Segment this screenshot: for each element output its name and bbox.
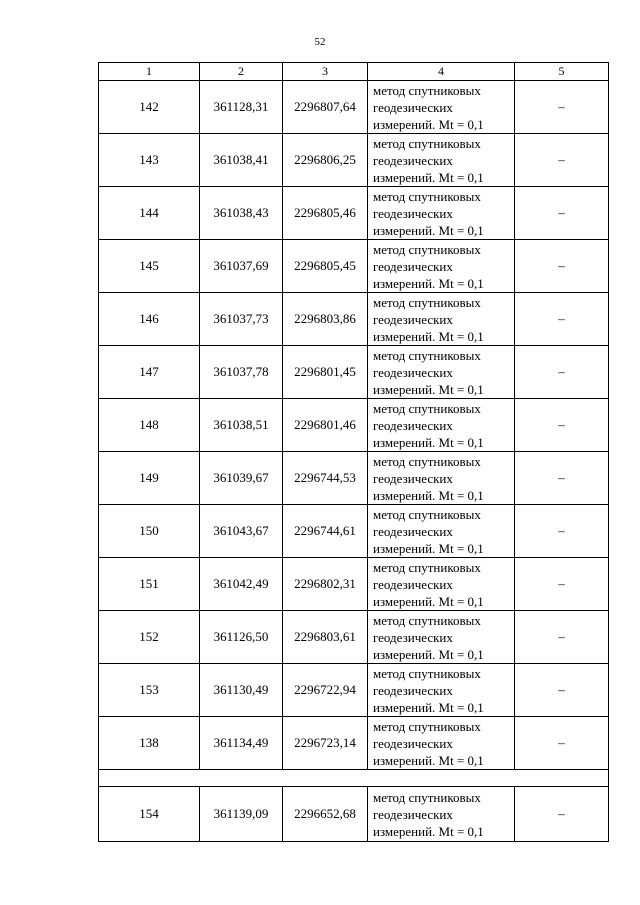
empty-separator-row xyxy=(99,770,609,787)
method-text-line: метод спутниковых xyxy=(373,612,481,628)
method-text-line: измерений. Mt = 0,1 xyxy=(373,116,484,132)
y-coordinate-cell: 2296803,86 xyxy=(283,293,368,346)
method-text-line: измерений. Mt = 0,1 xyxy=(373,222,484,238)
point-number-cell: 144 xyxy=(99,187,200,240)
column-header: 3 xyxy=(283,63,368,81)
y-coordinate-cell: 2296807,64 xyxy=(283,81,368,134)
x-coordinate-cell: 361038,41 xyxy=(200,134,283,187)
x-coordinate-cell: 361130,49 xyxy=(200,664,283,717)
method-text-line: измерений. Mt = 0,1 xyxy=(373,823,484,839)
method-text-line: измерений. Mt = 0,1 xyxy=(373,328,484,344)
table-row xyxy=(99,346,609,399)
point-number-cell: 153 xyxy=(99,664,200,717)
method-text-line: измерений. Mt = 0,1 xyxy=(373,487,484,503)
y-coordinate-cell: 2296805,46 xyxy=(283,187,368,240)
table-row xyxy=(99,611,609,664)
point-number-cell: 146 xyxy=(99,293,200,346)
note-cell: – xyxy=(515,134,609,187)
table-row xyxy=(99,134,609,187)
method-text-line: метод спутниковых xyxy=(373,400,481,416)
x-coordinate-cell: 361037,73 xyxy=(200,293,283,346)
note-cell: – xyxy=(515,558,609,611)
y-coordinate-cell: 2296805,45 xyxy=(283,240,368,293)
table-row xyxy=(99,240,609,293)
point-number-cell: 154 xyxy=(99,787,200,842)
point-number-cell: 152 xyxy=(99,611,200,664)
note-cell: – xyxy=(515,240,609,293)
method-text-line: геодезических xyxy=(373,470,453,486)
note-cell: – xyxy=(515,717,609,770)
method-text-line: измерений. Mt = 0,1 xyxy=(373,646,484,662)
method-cell xyxy=(368,134,515,187)
point-number-cell: 138 xyxy=(99,717,200,770)
method-text-line: геодезических xyxy=(373,417,453,433)
note-cell: – xyxy=(515,399,609,452)
method-text-line: измерений. Mt = 0,1 xyxy=(373,752,484,768)
method-text-line: геодезических xyxy=(373,205,453,221)
x-coordinate-cell: 361134,49 xyxy=(200,717,283,770)
table-row xyxy=(99,558,609,611)
method-cell xyxy=(368,399,515,452)
point-number-cell: 142 xyxy=(99,81,200,134)
method-cell xyxy=(368,452,515,505)
table-row xyxy=(99,187,609,240)
note-cell: – xyxy=(515,293,609,346)
method-cell xyxy=(368,240,515,293)
column-header: 4 xyxy=(368,63,515,81)
point-number-cell: 150 xyxy=(99,505,200,558)
column-header: 1 xyxy=(99,63,200,81)
method-text-line: метод спутниковых xyxy=(373,188,481,204)
method-text-line: метод спутниковых xyxy=(373,718,481,734)
method-cell xyxy=(368,293,515,346)
x-coordinate-cell: 361128,31 xyxy=(200,81,283,134)
point-number-cell: 145 xyxy=(99,240,200,293)
page-number: 52 xyxy=(314,36,326,48)
method-text-line: геодезических xyxy=(373,629,453,645)
x-coordinate-cell: 361139,09 xyxy=(200,787,283,842)
point-number-cell: 149 xyxy=(99,452,200,505)
x-coordinate-cell: 361038,51 xyxy=(200,399,283,452)
x-coordinate-cell: 361037,69 xyxy=(200,240,283,293)
y-coordinate-cell: 2296802,31 xyxy=(283,558,368,611)
method-cell xyxy=(368,558,515,611)
method-text-line: метод спутниковых xyxy=(373,241,481,257)
method-text-line: метод спутниковых xyxy=(373,294,481,310)
method-text-line: метод спутниковых xyxy=(373,789,481,805)
note-cell: – xyxy=(515,787,609,842)
method-text-line: геодезических xyxy=(373,152,453,168)
table-row xyxy=(99,787,609,842)
method-text-line: геодезических xyxy=(373,364,453,380)
table-row xyxy=(99,717,609,770)
method-text-line: геодезических xyxy=(373,311,453,327)
method-cell xyxy=(368,187,515,240)
method-text-line: геодезических xyxy=(373,258,453,274)
column-header: 2 xyxy=(200,63,283,81)
x-coordinate-cell: 361037,78 xyxy=(200,346,283,399)
method-text-line: измерений. Mt = 0,1 xyxy=(373,593,484,609)
x-coordinate-cell: 361039,67 xyxy=(200,452,283,505)
x-coordinate-cell: 361042,49 xyxy=(200,558,283,611)
method-cell xyxy=(368,81,515,134)
method-cell xyxy=(368,717,515,770)
x-coordinate-cell: 361126,50 xyxy=(200,611,283,664)
coordinates-table xyxy=(98,62,609,842)
method-text-line: геодезических xyxy=(373,576,453,592)
x-coordinate-cell: 361043,67 xyxy=(200,505,283,558)
y-coordinate-cell: 2296722,94 xyxy=(283,664,368,717)
method-text-line: измерений. Mt = 0,1 xyxy=(373,699,484,715)
x-coordinate-cell: 361038,43 xyxy=(200,187,283,240)
point-number-cell: 148 xyxy=(99,399,200,452)
note-cell: – xyxy=(515,187,609,240)
note-cell: – xyxy=(515,81,609,134)
method-text-line: измерений. Mt = 0,1 xyxy=(373,169,484,185)
note-cell: – xyxy=(515,505,609,558)
method-text-line: метод спутниковых xyxy=(373,347,481,363)
table-row xyxy=(99,505,609,558)
y-coordinate-cell: 2296803,61 xyxy=(283,611,368,664)
table-header-row xyxy=(99,63,609,81)
y-coordinate-cell: 2296744,61 xyxy=(283,505,368,558)
method-cell xyxy=(368,611,515,664)
method-text-line: геодезических xyxy=(373,682,453,698)
point-number-cell: 151 xyxy=(99,558,200,611)
method-text-line: измерений. Mt = 0,1 xyxy=(373,275,484,291)
point-number-cell: 147 xyxy=(99,346,200,399)
note-cell: – xyxy=(515,611,609,664)
method-cell xyxy=(368,346,515,399)
method-text-line: геодезических xyxy=(373,523,453,539)
table-row xyxy=(99,452,609,505)
method-text-line: метод спутниковых xyxy=(373,135,481,151)
method-text-line: геодезических xyxy=(373,806,453,822)
method-cell xyxy=(368,787,515,842)
table-row xyxy=(99,293,609,346)
column-header: 5 xyxy=(515,63,609,81)
method-cell xyxy=(368,664,515,717)
method-cell xyxy=(368,505,515,558)
table-row xyxy=(99,81,609,134)
method-text-line: метод спутниковых xyxy=(373,559,481,575)
method-text-line: геодезических xyxy=(373,99,453,115)
y-coordinate-cell: 2296806,25 xyxy=(283,134,368,187)
y-coordinate-cell: 2296801,45 xyxy=(283,346,368,399)
method-text-line: измерений. Mt = 0,1 xyxy=(373,540,484,556)
point-number-cell: 143 xyxy=(99,134,200,187)
note-cell: – xyxy=(515,452,609,505)
method-text-line: измерений. Mt = 0,1 xyxy=(373,381,484,397)
y-coordinate-cell: 2296801,46 xyxy=(283,399,368,452)
table-row xyxy=(99,399,609,452)
method-text-line: метод спутниковых xyxy=(373,82,481,98)
method-text-line: геодезических xyxy=(373,735,453,751)
method-text-line: метод спутниковых xyxy=(373,506,481,522)
method-text-line: метод спутниковых xyxy=(373,453,481,469)
y-coordinate-cell: 2296723,14 xyxy=(283,717,368,770)
empty-separator-cell xyxy=(99,770,609,787)
method-text-line: измерений. Mt = 0,1 xyxy=(373,434,484,450)
note-cell: – xyxy=(515,346,609,399)
note-cell: – xyxy=(515,664,609,717)
y-coordinate-cell: 2296744,53 xyxy=(283,452,368,505)
table-row xyxy=(99,664,609,717)
method-text-line: метод спутниковых xyxy=(373,665,481,681)
y-coordinate-cell: 2296652,68 xyxy=(283,787,368,842)
